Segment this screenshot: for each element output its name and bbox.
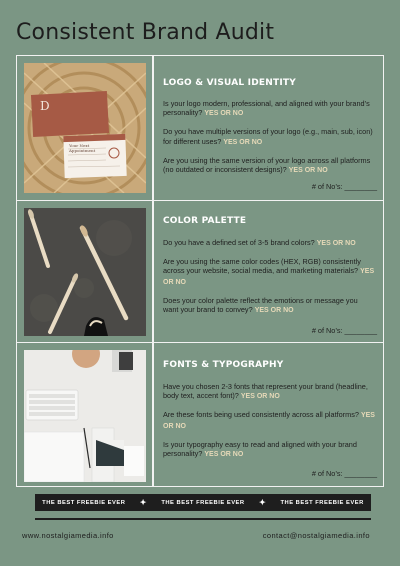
question (163, 296, 375, 315)
question (163, 382, 375, 401)
banner-text: THE BEST FREEBIE EVER (280, 499, 364, 506)
answer-prompt: YES OR NO (254, 307, 294, 315)
question (163, 238, 375, 248)
section-color (17, 200, 383, 342)
answer-prompt: YES OR NO (163, 268, 375, 286)
section-title: COLOR PALETTE (163, 216, 247, 226)
section-logo-content (163, 56, 375, 175)
question-text: Is your logo modern, professional, and aligned with your brand’s personality? (163, 99, 370, 118)
freebie-banner (35, 494, 371, 511)
website-link[interactable]: www.nostalgiamedia.info (22, 531, 114, 540)
toothbrushes-photo (24, 208, 146, 336)
banner-text: THE BEST FREEBIE EVER (42, 499, 126, 506)
question (163, 156, 375, 175)
section-title: FONTS & TYPOGRAPHY (163, 360, 284, 370)
card-letter: D (40, 99, 50, 113)
card-line1: Your Next (69, 143, 90, 148)
card-line2: Appointment (69, 148, 96, 153)
section-title: LOGO & VISUAL IDENTITY (163, 78, 296, 88)
question (163, 257, 375, 287)
section-fonts-content (163, 343, 375, 459)
section-color-content (163, 201, 375, 315)
page-title: Consistent Brand Audit (16, 20, 275, 45)
question-text: Are you using the same color codes (HEX, RGB) consistently across your website, social media, and marketing materials? (163, 257, 361, 276)
question-text: Does your color palette reflect the emotions or message you want your brand to convey? (163, 295, 358, 315)
sparkle-icon: ✦ (139, 498, 147, 507)
question (163, 440, 375, 459)
no-count: # of No’s: ________ (311, 326, 377, 335)
answer-prompt: YES OR NO (288, 167, 328, 175)
section-fonts (17, 342, 383, 488)
question (163, 410, 375, 430)
business-cards-photo (24, 63, 146, 193)
question (163, 127, 375, 146)
question-text: Are these fonts being used consistently across all platforms? (163, 410, 359, 420)
question-text: Are you using the same version of your logo across all platforms (no outdated or inconsistent designs)? (163, 155, 371, 175)
question-text: Do you have multiple versions of your logo (e.g., main, sub, icon) for different uses? (163, 127, 373, 146)
no-count: # of No’s: ________ (311, 182, 377, 191)
section-logo (17, 56, 383, 200)
answer-prompt: YES OR NO (204, 110, 244, 118)
question-text: Is your typography easy to read and aligned with your brand personality? (163, 439, 357, 459)
sparkle-icon: ✦ (258, 498, 267, 507)
answer-prompt: YES OR NO (240, 393, 280, 401)
no-count: # of No’s: ________ (311, 469, 377, 478)
answer-prompt: YES OR NO (223, 138, 263, 146)
answer-prompt: YES OR NO (163, 412, 375, 430)
audit-table (16, 55, 384, 487)
answer-prompt: YES OR NO (204, 451, 244, 459)
email-link[interactable]: contact@nostalgiamedia.info (262, 531, 370, 540)
answer-prompt: YES OR NO (316, 240, 356, 247)
banner-text: THE BEST FREEBIE EVER (161, 499, 245, 506)
question (163, 99, 375, 118)
question-text: Do you have a defined set of 3-5 brand colors? (163, 238, 315, 247)
question-text: Have you chosen 2-3 fonts that represent your brand (headline, body text, accent font)? (163, 382, 368, 401)
divider (35, 518, 371, 520)
desk-photo (24, 350, 146, 482)
